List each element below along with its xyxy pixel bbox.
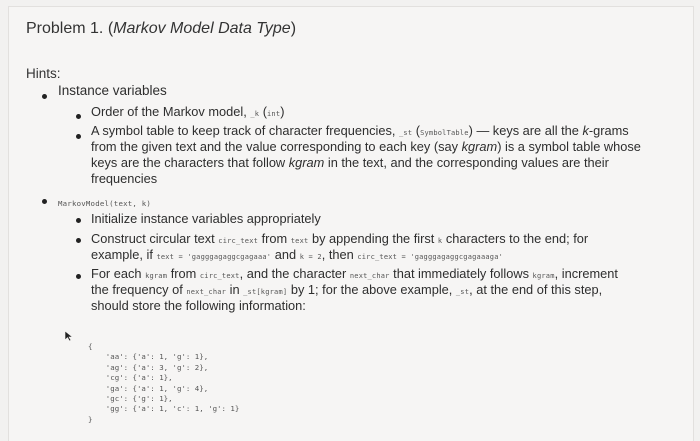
constructor-signature: MarkovModel(text, k) xyxy=(58,199,151,208)
bullet-icon xyxy=(42,94,47,99)
bullet-icon xyxy=(76,114,81,119)
code-line: 'ga': {'a': 1, 'g': 4}, xyxy=(88,383,209,393)
hints-label: Hints: xyxy=(26,66,61,81)
code-line: 'gc': {'g': 1}, xyxy=(88,393,173,403)
bullet-icon xyxy=(76,274,81,279)
code-line: 'ag': {'a': 3, 'g': 2}, xyxy=(88,362,209,372)
code-block xyxy=(88,342,239,425)
code-line: { xyxy=(88,342,93,351)
bullet-icon xyxy=(76,218,81,223)
code-line: 'gg': {'a': 1, 'c': 1, 'g': 1} xyxy=(88,404,240,414)
title-prefix: Problem 1. ( xyxy=(26,20,114,37)
title-suffix: ) xyxy=(290,20,297,37)
instance-variables-heading: Instance variables xyxy=(58,83,167,98)
title-name: Markov Model Data Type xyxy=(113,20,291,37)
bullet-icon xyxy=(42,199,47,204)
bullet-icon xyxy=(76,238,81,243)
code-line: 'aa': {'a': 1, 'g': 1}, xyxy=(88,352,209,362)
problem-title xyxy=(26,20,296,38)
bullet-icon xyxy=(76,134,81,139)
constructor-item-initialize: Initialize instance variables appropriately xyxy=(91,211,321,226)
code-line: } xyxy=(88,414,93,424)
mouse-pointer-icon xyxy=(64,330,74,342)
instance-var-order: Order of the Markov model, _k (int) xyxy=(91,104,285,119)
code-line: 'cg': {'a': 1}, xyxy=(88,373,173,383)
